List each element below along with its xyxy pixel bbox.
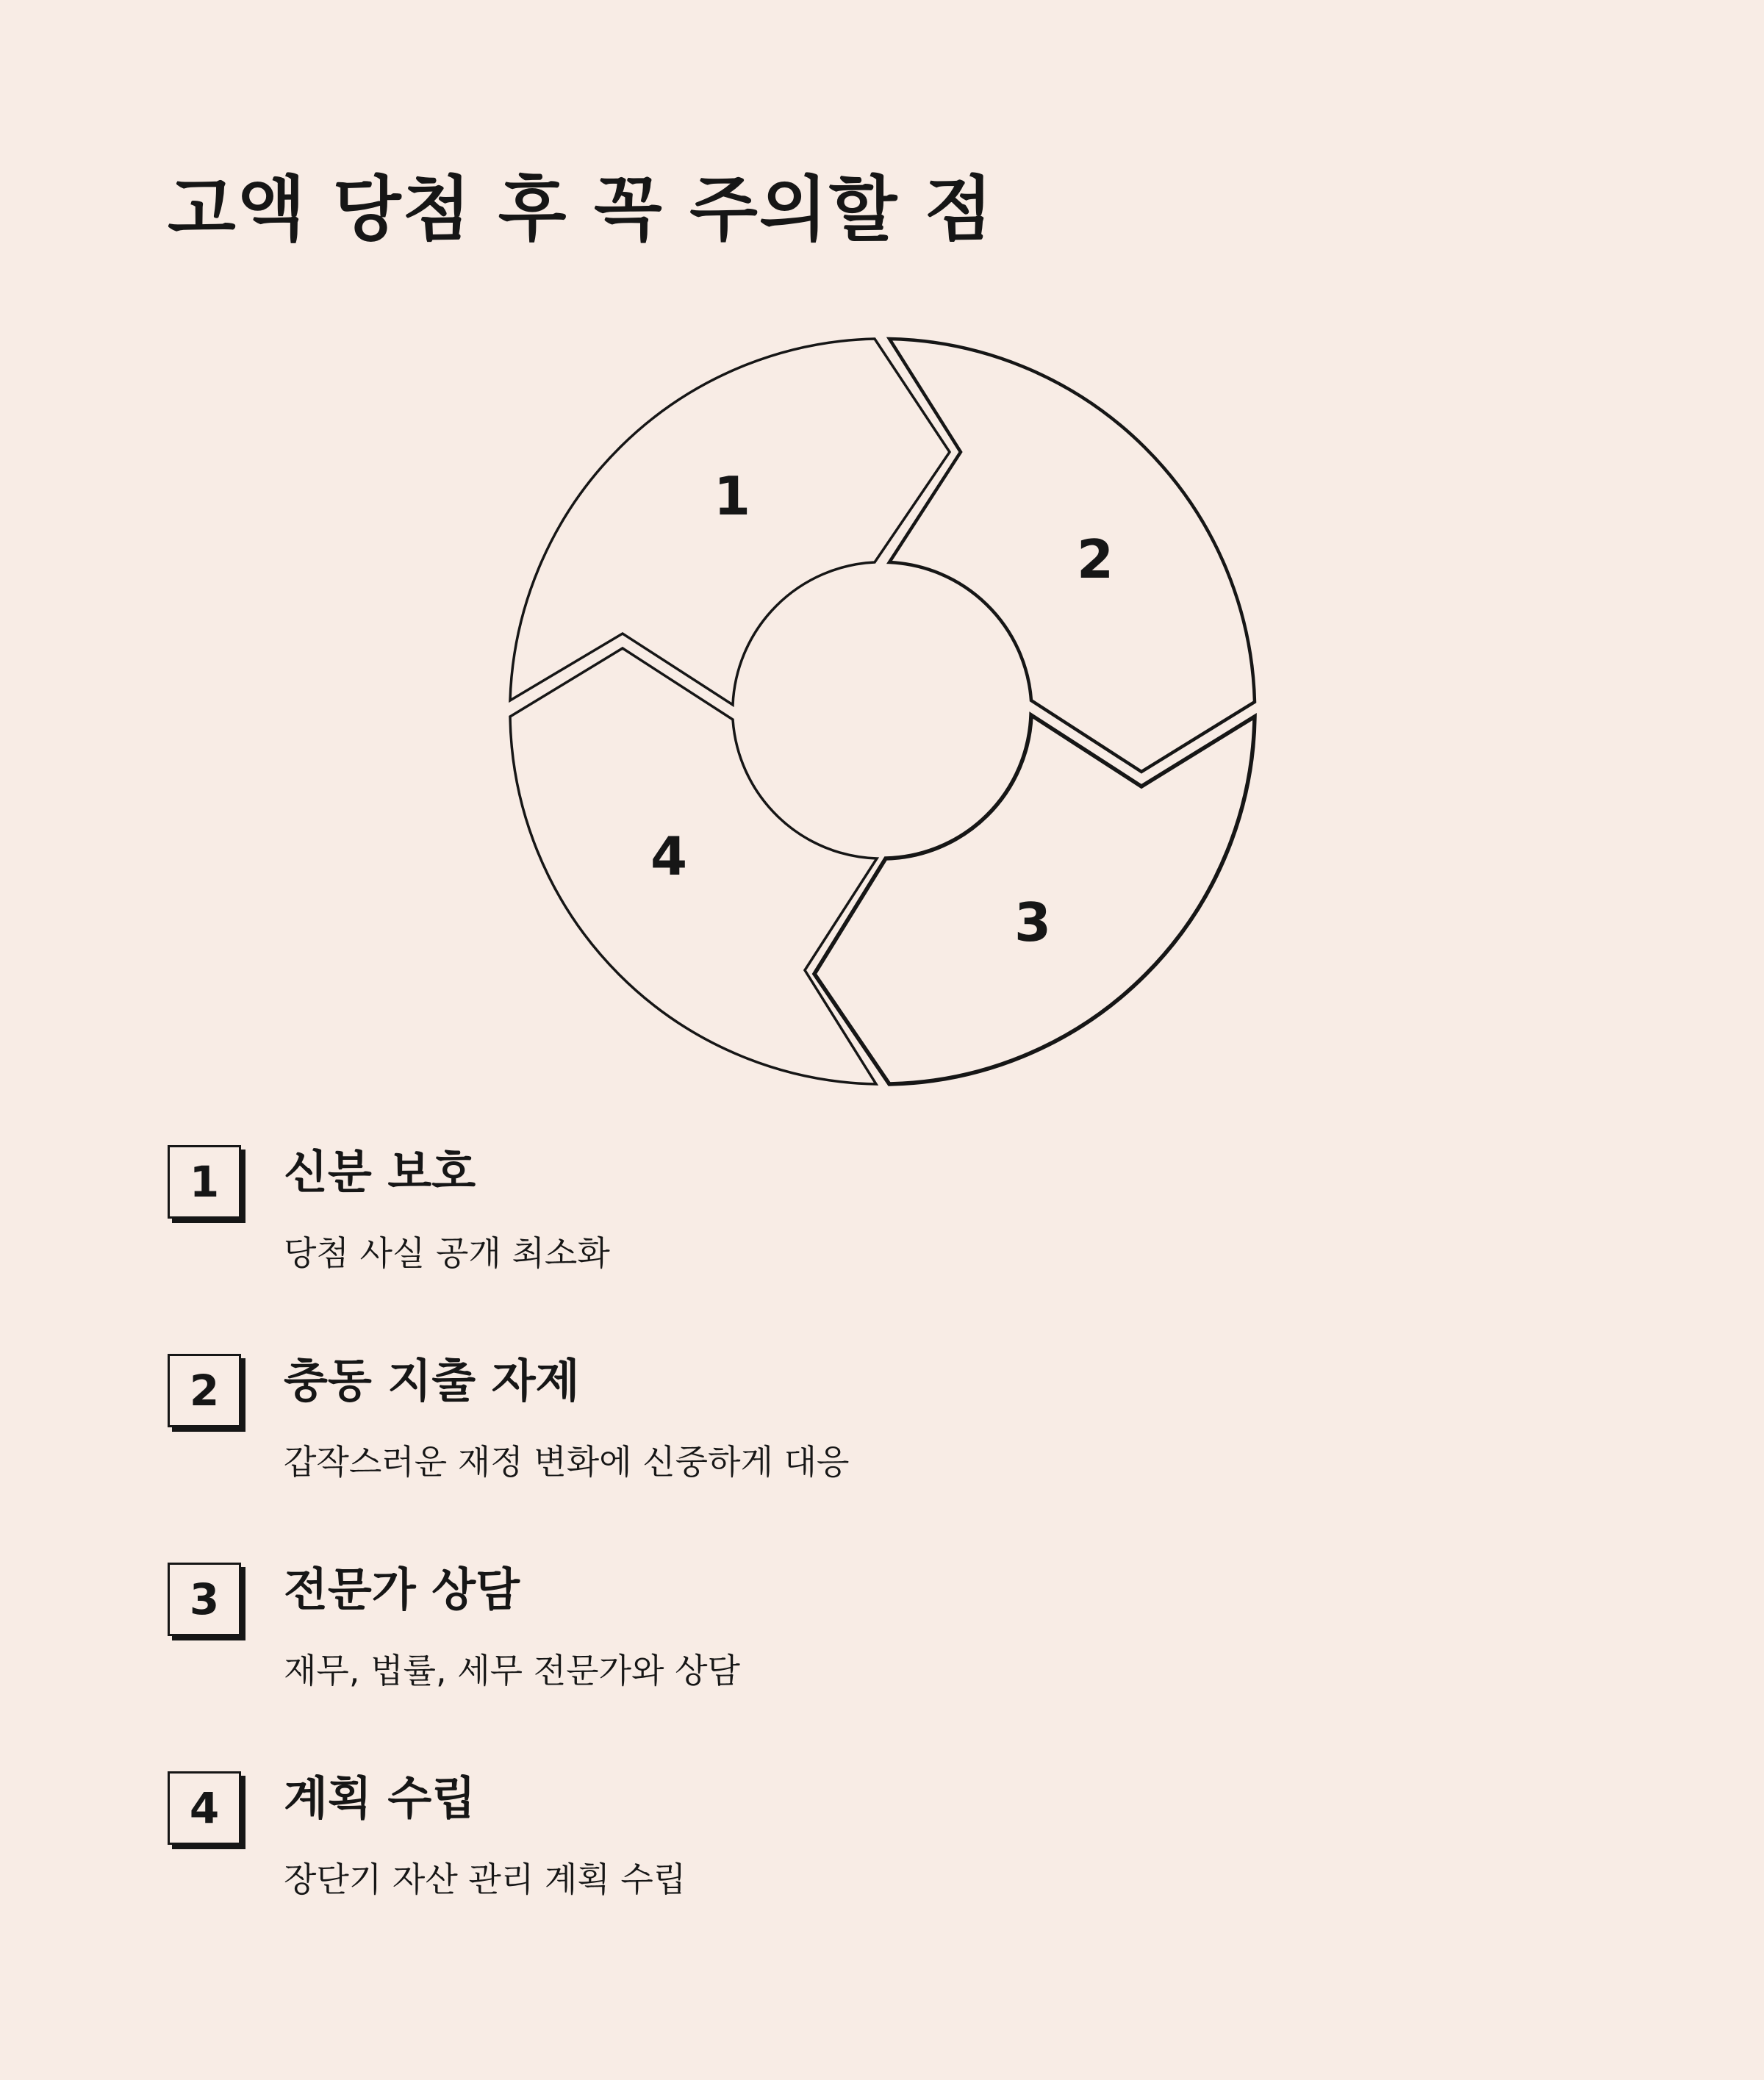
cycle-segment-2	[889, 339, 1255, 772]
cycle-segment-4-number: 4	[650, 825, 688, 887]
cycle-segment-1-number: 1	[713, 465, 751, 527]
list-item	[168, 1354, 1491, 1501]
item-title: 계획 수립	[284, 1771, 476, 1825]
item-number-badge: 4	[168, 1771, 241, 1845]
item-title: 충동 지출 자제	[284, 1354, 580, 1407]
item-number-badge: 1	[168, 1145, 241, 1219]
item-title: 신분 보호	[284, 1145, 476, 1199]
item-number-badge: 3	[168, 1563, 241, 1636]
list-item	[168, 1145, 1491, 1292]
list-item	[168, 1563, 1491, 1710]
cycle-segment-3-number: 3	[1014, 892, 1052, 953]
cycle-segment-4	[510, 648, 877, 1084]
cycle-segment-2-number: 2	[1076, 528, 1114, 590]
list-item	[168, 1771, 1491, 1918]
item-description: 장단기 자산 관리 계획 수립	[284, 1860, 686, 1899]
page-title: 고액 당첨 후 꼭 주의할 점	[168, 168, 994, 251]
item-number-badge: 2	[168, 1354, 241, 1427]
item-description: 당첨 사실 공개 최소화	[284, 1233, 610, 1273]
item-description: 갑작스러운 재정 변화에 신중하게 대응	[284, 1442, 850, 1482]
item-description: 재무, 법률, 세무 전문가와 상담	[284, 1651, 740, 1690]
item-title: 전문가 상담	[284, 1563, 520, 1616]
